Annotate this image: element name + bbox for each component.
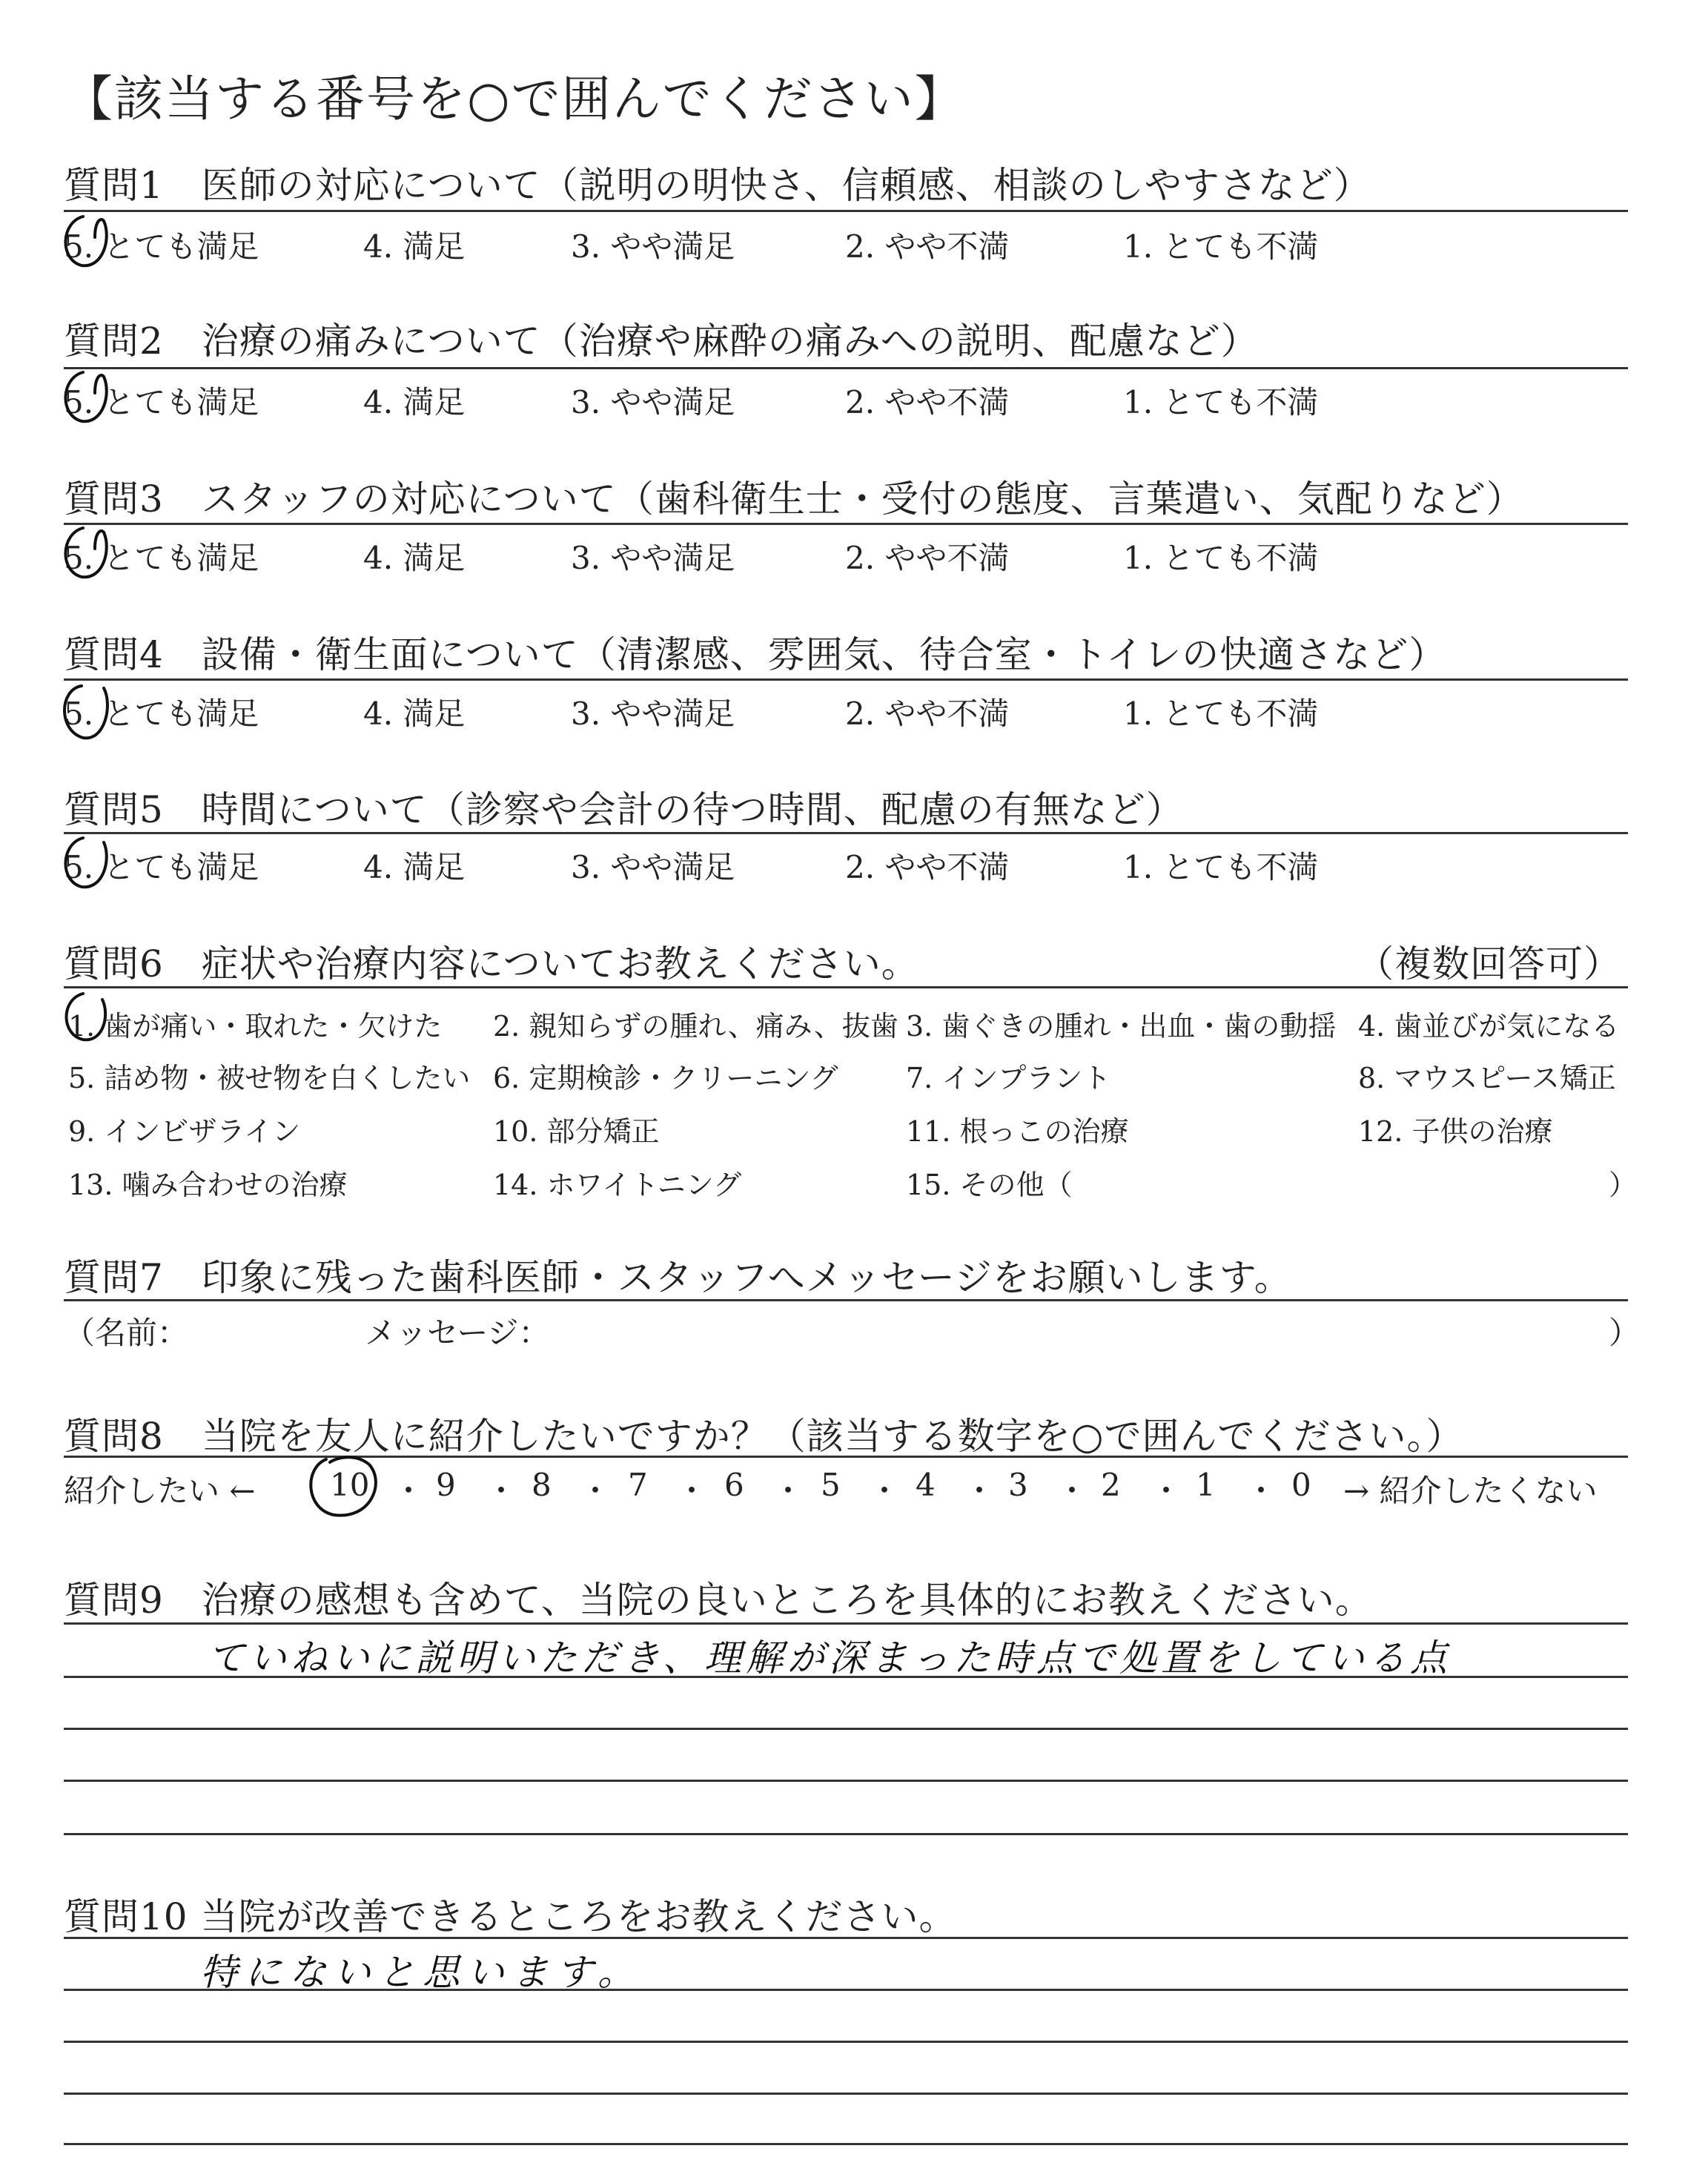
question-5-heading: 質問5 時間について（診察や会計の待つ時間、配慮の有無など） xyxy=(64,788,1184,831)
q2-option-4[interactable]: 4. 満足 xyxy=(363,384,466,420)
question-1-heading: 質問1 医師の対応について（説明の明快さ、信頼感、相談のしやすさなど） xyxy=(64,164,1371,207)
q6-option-10[interactable]: 10. 部分矯正 xyxy=(493,1115,660,1148)
q4-option-5[interactable]: 5. とても満足 xyxy=(64,696,259,732)
question-4-rule xyxy=(64,678,1628,681)
q9-answer-line-1 xyxy=(64,1622,1628,1625)
q9-handwritten-answer: ていねいに説明いただき、理解が深まった時点で処置をしている点 xyxy=(208,1636,1452,1680)
q6-option-11[interactable]: 11. 根っこの治療 xyxy=(906,1115,1129,1148)
question-9-heading: 質問9 治療の感想も含めて、当院の良いところを具体的にお教えください。 xyxy=(64,1579,1373,1622)
q8-scale-10[interactable]: 10 xyxy=(330,1467,370,1503)
question-6-rule xyxy=(64,986,1628,988)
q1-option-1[interactable]: 1. とても不満 xyxy=(1123,228,1319,265)
question-3-heading: 質問3 スタッフの対応について（歯科衛生士・受付の態度、言葉遣い、気配りなど） xyxy=(64,478,1524,521)
question-8-rule xyxy=(64,1456,1628,1458)
question-2-rule xyxy=(64,367,1628,369)
q2-option-3[interactable]: 3. やや満足 xyxy=(571,384,735,420)
q4-option-3[interactable]: 3. やや満足 xyxy=(571,696,735,732)
question-4-heading: 質問4 設備・衛生面について（清潔感、雰囲気、待合室・トイレの快適さなど） xyxy=(64,633,1447,676)
q1-option-3[interactable]: 3. やや満足 xyxy=(571,228,735,265)
q8-scale-1[interactable]: 1 xyxy=(1196,1467,1216,1503)
q8-scale-sep: ・ xyxy=(486,1473,517,1509)
q7-message-label: メッセージ： xyxy=(365,1315,550,1351)
q1-option-4[interactable]: 4. 満足 xyxy=(363,228,466,265)
q6-option-6[interactable]: 6. 定期検診・クリーニング xyxy=(493,1062,838,1094)
q6-option-8[interactable]: 8. マウスピース矯正 xyxy=(1358,1062,1616,1094)
q8-scale-6[interactable]: 6 xyxy=(724,1467,744,1503)
q6-option-15[interactable]: 15. その他（ xyxy=(906,1169,1073,1201)
q10-answer-line-4 xyxy=(64,2093,1628,2095)
q8-scale-sep: ・ xyxy=(393,1473,425,1509)
q10-answer-line-1 xyxy=(64,1937,1628,1939)
q3-option-3[interactable]: 3. やや満足 xyxy=(571,540,735,576)
q6-option-7[interactable]: 7. インプラント xyxy=(906,1062,1111,1094)
q6-option-1[interactable]: 1. 歯が痛い・取れた・欠けた xyxy=(68,1010,443,1043)
q3-option-2[interactable]: 2. やや不満 xyxy=(845,540,1010,576)
q10-answer-line-3 xyxy=(64,2041,1628,2043)
q9-answer-line-3 xyxy=(64,1728,1628,1730)
q10-answer-line-5 xyxy=(64,2143,1628,2145)
q8-scale-sep: ・ xyxy=(1056,1473,1088,1509)
q6-option-9[interactable]: 9. インビザライン xyxy=(68,1115,301,1148)
q5-option-1[interactable]: 1. とても不満 xyxy=(1123,849,1319,885)
q8-scale-3[interactable]: 3 xyxy=(1008,1467,1028,1503)
q5-option-2[interactable]: 2. やや不満 xyxy=(845,849,1010,885)
question-7-rule xyxy=(64,1299,1628,1301)
q4-option-2[interactable]: 2. やや不満 xyxy=(845,696,1010,732)
q2-option-1[interactable]: 1. とても不満 xyxy=(1123,384,1319,420)
question-5-rule xyxy=(64,832,1628,834)
q8-scale-sep: ・ xyxy=(772,1473,804,1509)
q2-option-2[interactable]: 2. やや不満 xyxy=(845,384,1010,420)
q8-scale-sep: ・ xyxy=(964,1473,996,1509)
q4-option-4[interactable]: 4. 満足 xyxy=(363,696,466,732)
question-8-heading: 質問8 当院を友人に紹介したいですか？（該当する数字を○で囲んでください。） xyxy=(64,1415,1464,1458)
q9-answer-line-5 xyxy=(64,1833,1628,1835)
q8-scale-sep: ・ xyxy=(1245,1473,1277,1509)
q2-option-5[interactable]: 5. とても満足 xyxy=(64,384,259,420)
question-6-heading: 質問6 症状や治療内容についてお教えください。 xyxy=(64,942,919,985)
q5-option-3[interactable]: 3. やや満足 xyxy=(571,849,735,885)
question-2-heading: 質問2 治療の痛みについて（治療や麻酔の痛みへの説明、配慮など） xyxy=(64,320,1259,363)
q6-option-12[interactable]: 12. 子供の治療 xyxy=(1358,1115,1553,1148)
q8-scale-sep: ・ xyxy=(676,1473,708,1509)
q3-option-1[interactable]: 1. とても不満 xyxy=(1123,540,1319,576)
q3-option-4[interactable]: 4. 満足 xyxy=(363,540,466,576)
q8-scale-7[interactable]: 7 xyxy=(628,1467,648,1503)
question-6-note: （複数回答可） xyxy=(1357,942,1621,985)
q5-option-5[interactable]: 5. とても満足 xyxy=(64,849,259,885)
q1-option-2[interactable]: 2. やや不満 xyxy=(845,228,1010,265)
q6-option-15-close-paren: ） xyxy=(1609,1169,1638,1201)
q8-scale-8[interactable]: 8 xyxy=(532,1467,552,1503)
q6-option-5[interactable]: 5. 詰め物・被せ物を白くしたい xyxy=(68,1062,471,1094)
q8-scale-4[interactable]: 4 xyxy=(916,1467,936,1503)
q4-option-1[interactable]: 1. とても不満 xyxy=(1123,696,1319,732)
q1-option-5[interactable]: 5. とても満足 xyxy=(64,228,259,265)
q9-answer-line-4 xyxy=(64,1780,1628,1782)
q8-scale-0[interactable]: 0 xyxy=(1291,1467,1311,1503)
q7-name-label: （名前： xyxy=(64,1315,189,1351)
question-7-heading: 質問7 印象に残った歯科医師・スタッフへメッセージをお願いします。 xyxy=(64,1256,1292,1299)
q6-option-3[interactable]: 3. 歯ぐきの腫れ・出血・歯の動揺 xyxy=(906,1010,1337,1043)
q8-right-label: → 紹介したくない xyxy=(1343,1473,1598,1509)
q6-option-13[interactable]: 13. 噛み合わせの治療 xyxy=(68,1169,348,1201)
q8-scale-9[interactable]: 9 xyxy=(436,1467,456,1503)
q3-option-5[interactable]: 5. とても満足 xyxy=(64,540,259,576)
page-title: 【該当する番号を○で囲んでください】 xyxy=(64,70,965,128)
q8-scale-2[interactable]: 2 xyxy=(1101,1467,1121,1503)
q10-handwritten-answer: 特にないと思います。 xyxy=(200,1951,642,1994)
q6-option-14[interactable]: 14. ホワイトニング xyxy=(493,1169,742,1201)
q6-option-4[interactable]: 4. 歯並びが気になる xyxy=(1358,1010,1620,1043)
question-3-rule xyxy=(64,523,1628,525)
question-10-heading: 質問10 当院が改善できるところをお教えください。 xyxy=(64,1895,957,1938)
q8-scale-sep: ・ xyxy=(580,1473,612,1509)
q8-left-label: 紹介したい ← xyxy=(64,1473,256,1509)
question-1-rule xyxy=(64,210,1628,212)
q7-close-paren: ） xyxy=(1609,1315,1641,1351)
q8-scale-sep: ・ xyxy=(869,1473,901,1509)
q8-scale-sep: ・ xyxy=(1151,1473,1182,1509)
q6-option-2[interactable]: 2. 親知らずの腫れ、痛み、抜歯 xyxy=(493,1010,898,1043)
q8-scale-5[interactable]: 5 xyxy=(821,1467,841,1503)
q5-option-4[interactable]: 4. 満足 xyxy=(363,849,466,885)
